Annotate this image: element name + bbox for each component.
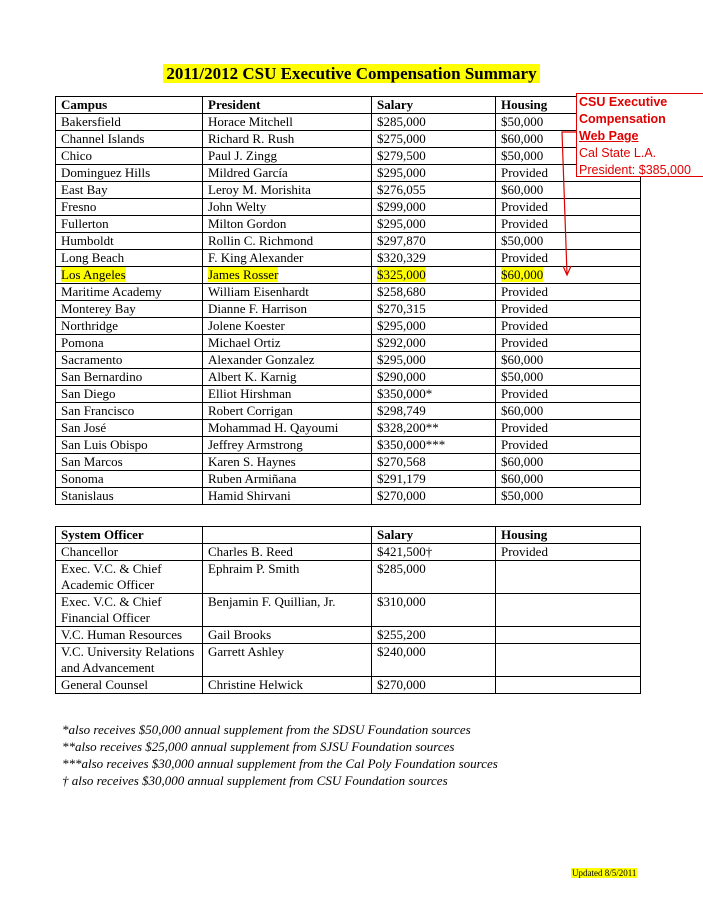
president-name-text: Robert Corrigan — [208, 403, 293, 418]
housing-value — [496, 250, 641, 267]
campus-name-text: Sacramento — [61, 352, 123, 367]
campus-name — [56, 216, 203, 233]
campus-name-text: Monterey Bay — [61, 301, 136, 316]
president-name — [203, 301, 372, 318]
president-name-text: Richard R. Rush — [208, 131, 295, 146]
salary-value — [372, 403, 496, 420]
president-name-text: James Rosser — [208, 267, 279, 282]
housing-value-text: Provided — [501, 165, 548, 180]
salary-value — [372, 352, 496, 369]
campus-row — [56, 182, 641, 199]
salary-value — [372, 437, 496, 454]
housing-value — [496, 199, 641, 216]
housing-value-text: Provided — [501, 199, 548, 214]
campus-compensation-table — [55, 96, 641, 505]
president-name — [203, 352, 372, 369]
annotation-line2: President: $385,000 — [579, 163, 691, 177]
president-name-text: Mildred García — [208, 165, 288, 180]
president-name-text: Jolene Koester — [208, 318, 285, 333]
annotation-line1: Cal State L.A. — [579, 146, 657, 160]
housing-value — [496, 284, 641, 301]
housing-value-text: Provided — [501, 437, 548, 452]
salary-value-text: $290,000 — [377, 369, 426, 384]
campus-name-text: Humboldt — [61, 233, 114, 248]
salary-value: $421,500† — [372, 544, 496, 561]
housing-value — [496, 488, 641, 505]
campus-row — [56, 199, 641, 216]
officer-title: V.C. University Relations and Advancement — [56, 644, 203, 677]
officer-table-header — [56, 527, 641, 544]
salary-value-text: $275,000 — [377, 131, 426, 146]
salary-value-text: $270,315 — [377, 301, 426, 316]
salary-value: $240,000 — [372, 644, 496, 677]
housing-value-text: $60,000 — [501, 403, 544, 418]
president-name-text: John Welty — [208, 199, 267, 214]
salary-value — [372, 216, 496, 233]
salary-value-text: $298,749 — [377, 403, 426, 418]
campus-row — [56, 233, 641, 250]
housing-value-text: $50,000 — [501, 369, 544, 384]
salary-value-text: $258,680 — [377, 284, 426, 299]
salary-value-text: $270,568 — [377, 454, 426, 469]
campus-row — [56, 267, 641, 284]
officer-row — [56, 594, 641, 627]
salary-value-text: $291,179 — [377, 471, 426, 486]
campus-row — [56, 131, 641, 148]
housing-value-text: $60,000 — [501, 267, 544, 282]
campus-row — [56, 386, 641, 403]
salary-value — [372, 148, 496, 165]
campus-name-text: Fresno — [61, 199, 97, 214]
president-name — [203, 369, 372, 386]
salary-value-text: $299,000 — [377, 199, 426, 214]
officer-title: Chancellor — [56, 544, 203, 561]
president-name-text: Albert K. Karnig — [208, 369, 297, 384]
president-name-text: Jeffrey Armstrong — [208, 437, 303, 452]
housing-value — [496, 267, 641, 284]
president-name — [203, 199, 372, 216]
housing-value — [496, 369, 641, 386]
salary-value-text: $328,200** — [377, 420, 439, 435]
housing-value-text: Provided — [501, 386, 548, 401]
president-name — [203, 148, 372, 165]
campus-name — [56, 386, 203, 403]
salary-value: $270,000 — [372, 677, 496, 694]
housing-value — [496, 561, 641, 594]
officer-name: Gail Brooks — [203, 627, 372, 644]
campus-row — [56, 403, 641, 420]
campus-name-text: Northridge — [61, 318, 119, 333]
salary-value-text: $279,500 — [377, 148, 426, 163]
campus-row — [56, 216, 641, 233]
housing-value — [496, 437, 641, 454]
officer-row — [56, 627, 641, 644]
president-name-text: Paul J. Zingg — [208, 148, 277, 163]
campus-row — [56, 437, 641, 454]
president-name — [203, 267, 372, 284]
housing-value — [496, 335, 641, 352]
salary-value-text: $276,055 — [377, 182, 426, 197]
salary-value-text: $295,000 — [377, 352, 426, 367]
president-name — [203, 114, 372, 131]
header-president: President — [203, 97, 372, 114]
housing-value — [496, 454, 641, 471]
officer-name: Charles B. Reed — [203, 544, 372, 561]
officer-title: Exec. V.C. & Chief Academic Officer — [56, 561, 203, 594]
housing-value — [496, 216, 641, 233]
housing-value — [496, 233, 641, 250]
campus-name — [56, 335, 203, 352]
president-name — [203, 216, 372, 233]
salary-value — [372, 131, 496, 148]
title-text: 2011/2012 CSU Executive Compensation Summary — [163, 64, 539, 83]
salary-value — [372, 454, 496, 471]
president-name-text: Horace Mitchell — [208, 114, 293, 129]
campus-row — [56, 114, 641, 131]
campus-name-text: Los Angeles — [61, 267, 126, 282]
officer-name: Ephraim P. Smith — [203, 561, 372, 594]
salary-value — [372, 335, 496, 352]
housing-value-text: Provided — [501, 216, 548, 231]
housing-value-text: Provided — [501, 250, 548, 265]
salary-value-text: $270,000 — [377, 488, 426, 503]
campus-name — [56, 267, 203, 284]
campus-row — [56, 148, 641, 165]
housing-value — [496, 301, 641, 318]
header-salary: Salary — [372, 527, 496, 544]
housing-value-text: Provided — [501, 318, 548, 333]
campus-name — [56, 301, 203, 318]
salary-value — [372, 165, 496, 182]
salary-value — [372, 420, 496, 437]
housing-value — [496, 594, 641, 627]
officer-title: Exec. V.C. & Chief Financial Officer — [56, 594, 203, 627]
footnote: **also receives $25,000 annual supplement from SJSU Foundation sources — [62, 739, 455, 754]
campus-name-text: Dominguez Hills — [61, 165, 151, 180]
housing-value — [496, 352, 641, 369]
salary-value: $310,000 — [372, 594, 496, 627]
campus-name-text: Sonoma — [61, 471, 104, 486]
president-name-text: Alexander Gonzalez — [208, 352, 315, 367]
housing-value — [496, 677, 641, 694]
president-name-text: F. King Alexander — [208, 250, 304, 265]
campus-name — [56, 454, 203, 471]
salary-value-text: $350,000*** — [377, 437, 446, 452]
salary-value — [372, 233, 496, 250]
salary-value — [372, 182, 496, 199]
campus-name — [56, 165, 203, 182]
footnote: *also receives $50,000 annual supplement from the SDSU Foundation sources — [62, 722, 471, 737]
campus-row — [56, 488, 641, 505]
campus-row — [56, 369, 641, 386]
annotation-heading: CSU Executive Compensation — [579, 95, 668, 126]
salary-value-text: $295,000 — [377, 216, 426, 231]
campus-name — [56, 471, 203, 488]
salary-value-text: $297,870 — [377, 233, 426, 248]
campus-name-text: San Francisco — [61, 403, 135, 418]
officer-title: V.C. Human Resources — [56, 627, 203, 644]
salary-value — [372, 488, 496, 505]
salary-value — [372, 267, 496, 284]
salary-value: $255,200 — [372, 627, 496, 644]
campus-row — [56, 335, 641, 352]
salary-value — [372, 386, 496, 403]
president-name — [203, 454, 372, 471]
president-name — [203, 250, 372, 267]
campus-name — [56, 131, 203, 148]
housing-value-text: $60,000 — [501, 131, 544, 146]
updated-date: Updated 8/5/2011 — [572, 868, 637, 878]
housing-value-text: $60,000 — [501, 182, 544, 197]
campus-row — [56, 454, 641, 471]
system-officer-table — [55, 526, 641, 694]
campus-name-text: East Bay — [61, 182, 108, 197]
housing-value — [496, 182, 641, 199]
housing-value — [496, 627, 641, 644]
president-name — [203, 488, 372, 505]
header-name — [203, 527, 372, 544]
housing-value — [496, 471, 641, 488]
campus-name — [56, 352, 203, 369]
president-name — [203, 420, 372, 437]
campus-name — [56, 488, 203, 505]
salary-value-text: $350,000* — [377, 386, 433, 401]
president-name-text: Dianne F. Harrison — [208, 301, 307, 316]
campus-name-text: Maritime Academy — [61, 284, 162, 299]
president-name-text: Elliot Hirshman — [208, 386, 292, 401]
campus-name — [56, 403, 203, 420]
header-housing: Housing — [496, 527, 641, 544]
campus-name — [56, 148, 203, 165]
housing-value — [496, 403, 641, 420]
president-name — [203, 471, 372, 488]
annotation-callout — [576, 93, 703, 177]
campus-name-text: Stanislaus — [61, 488, 114, 503]
campus-name-text: San Bernardino — [61, 369, 143, 384]
campus-row — [56, 352, 641, 369]
salary-value — [372, 301, 496, 318]
officer-title: General Counsel — [56, 677, 203, 694]
annotation-link[interactable]: Web Page — [579, 129, 639, 143]
housing-value-text: $50,000 — [501, 148, 544, 163]
campus-name-text: Fullerton — [61, 216, 109, 231]
president-name — [203, 131, 372, 148]
campus-name-text: San Marcos — [61, 454, 123, 469]
campus-name-text: Chico — [61, 148, 93, 163]
officer-row — [56, 544, 641, 561]
campus-name-text: San Diego — [61, 386, 116, 401]
officer-row — [56, 644, 641, 677]
officer-name: Benjamin F. Quillian, Jr. — [203, 594, 372, 627]
salary-value — [372, 369, 496, 386]
housing-value — [496, 644, 641, 677]
president-name — [203, 165, 372, 182]
president-name — [203, 284, 372, 301]
salary-value-text: $285,000 — [377, 114, 426, 129]
header-system-officer: System Officer — [56, 527, 203, 544]
salary-value: $285,000 — [372, 561, 496, 594]
campus-name-text: Bakersfield — [61, 114, 121, 129]
document-title — [0, 64, 703, 84]
housing-value-text: Provided — [501, 420, 548, 435]
campus-name-text: Long Beach — [61, 250, 125, 265]
campus-row — [56, 420, 641, 437]
campus-name — [56, 318, 203, 335]
header-housing: Housing — [496, 97, 641, 114]
salary-value — [372, 471, 496, 488]
header-salary: Salary — [372, 97, 496, 114]
president-name-text: Ruben Armiñana — [208, 471, 297, 486]
president-name — [203, 182, 372, 199]
housing-value-text: $60,000 — [501, 471, 544, 486]
salary-value-text: $295,000 — [377, 318, 426, 333]
housing-value-text: $50,000 — [501, 488, 544, 503]
president-name-text: William Eisenhardt — [208, 284, 309, 299]
campus-name — [56, 114, 203, 131]
campus-name — [56, 284, 203, 301]
salary-value — [372, 318, 496, 335]
president-name — [203, 335, 372, 352]
campus-name — [56, 369, 203, 386]
campus-row — [56, 250, 641, 267]
footnote: ***also receives $30,000 annual supplement from the Cal Poly Foundation sources — [62, 756, 498, 771]
campus-name — [56, 250, 203, 267]
housing-value: Provided — [496, 544, 641, 561]
campus-table-header — [56, 97, 641, 114]
president-name-text: Michael Ortiz — [208, 335, 281, 350]
header-campus: Campus — [56, 97, 203, 114]
salary-value-text: $320,329 — [377, 250, 426, 265]
president-name — [203, 386, 372, 403]
campus-name — [56, 420, 203, 437]
campus-row — [56, 471, 641, 488]
campus-name-text: San Luis Obispo — [61, 437, 148, 452]
campus-name — [56, 199, 203, 216]
campus-row — [56, 318, 641, 335]
housing-value — [496, 386, 641, 403]
campus-row — [56, 301, 641, 318]
officer-name: Christine Helwick — [203, 677, 372, 694]
salary-value — [372, 199, 496, 216]
housing-value-text: $60,000 — [501, 454, 544, 469]
housing-value-text: $60,000 — [501, 352, 544, 367]
campus-row — [56, 284, 641, 301]
campus-name — [56, 437, 203, 454]
president-name-text: Karen S. Haynes — [208, 454, 296, 469]
footnote: † also receives $30,000 annual supplement from CSU Foundation sources — [62, 773, 448, 788]
housing-value — [496, 318, 641, 335]
campus-name-text: Pomona — [61, 335, 104, 350]
housing-value-text: $50,000 — [501, 114, 544, 129]
president-name-text: Milton Gordon — [208, 216, 287, 231]
salary-value — [372, 250, 496, 267]
president-name-text: Rollin C. Richmond — [208, 233, 314, 248]
salary-value-text: $292,000 — [377, 335, 426, 350]
president-name — [203, 403, 372, 420]
housing-value-text: Provided — [501, 335, 548, 350]
campus-name-text: San José — [61, 420, 107, 435]
president-name-text: Leroy M. Morishita — [208, 182, 311, 197]
president-name — [203, 437, 372, 454]
president-name — [203, 233, 372, 250]
housing-value — [496, 420, 641, 437]
housing-value-text: Provided — [501, 301, 548, 316]
footnotes — [62, 721, 498, 789]
housing-value-text: $50,000 — [501, 233, 544, 248]
campus-row — [56, 165, 641, 182]
officer-row — [56, 677, 641, 694]
campus-name-text: Channel Islands — [61, 131, 145, 146]
salary-value-text: $325,000 — [377, 267, 426, 282]
campus-name — [56, 233, 203, 250]
salary-value — [372, 114, 496, 131]
campus-name — [56, 182, 203, 199]
president-name — [203, 318, 372, 335]
salary-value — [372, 284, 496, 301]
housing-value-text: Provided — [501, 284, 548, 299]
salary-value-text: $295,000 — [377, 165, 426, 180]
president-name-text: Mohammad H. Qayoumi — [208, 420, 339, 435]
president-name-text: Hamid Shirvani — [208, 488, 291, 503]
officer-row — [56, 561, 641, 594]
officer-name: Garrett Ashley — [203, 644, 372, 677]
